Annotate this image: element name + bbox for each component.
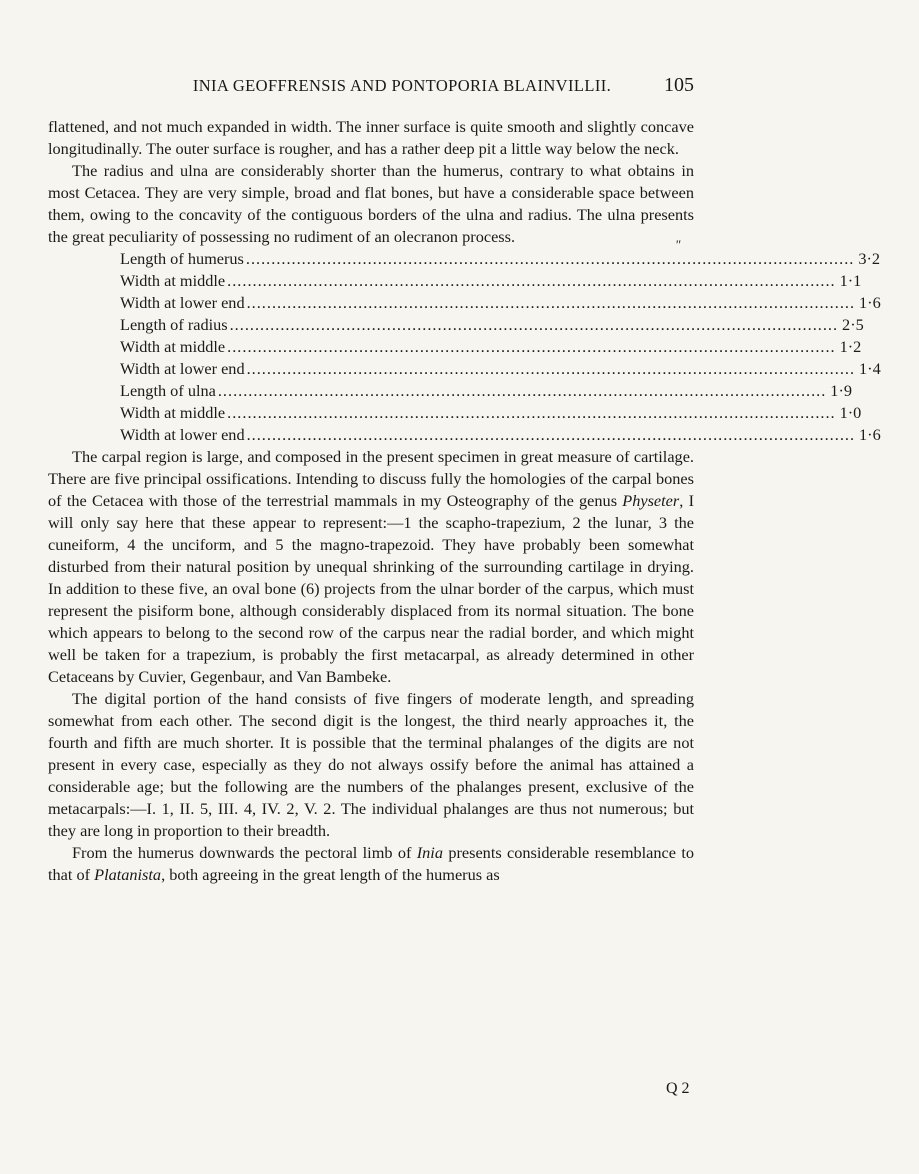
measurement-row [48, 292, 881, 314]
page-number: 105 [664, 74, 694, 96]
measurement-label: Width at middle [120, 271, 226, 290]
measurement-value: 1·6 [859, 293, 881, 312]
measurement-label: Length of ulna [120, 381, 216, 400]
running-title: INIA GEOFFRENSIS AND PONTOPORIA BLAINVILLII. [192, 76, 612, 95]
paragraph: flattened, and not much expanded in width. The inner surface is quite smooth and slightly concave longitudinally. The outer surface is rougher, and has a rather deep pit a little way below the neck. [48, 117, 694, 158]
dot-leader: ........................................................................................................................ [246, 293, 856, 312]
measurement-value: 1·6 [859, 425, 881, 444]
measurement-row [48, 270, 862, 292]
dot-leader: ........................................................................................................................ [245, 249, 855, 268]
measurement-label: Width at middle [120, 337, 226, 356]
measurement-label: Width at middle [120, 403, 226, 422]
dot-leader: ........................................................................................................................ [217, 381, 827, 400]
measurement-row [48, 336, 862, 358]
body-text [48, 116, 881, 886]
dot-leader: ........................................................................................................................ [229, 315, 839, 334]
dot-leader: ........................................................................................................................ [227, 403, 836, 422]
measurement-row [48, 424, 881, 446]
text-run: , I will only say here that these appear to represent:—1 the scapho-trapezium, 2 the lunar, 3 the cuneiform, 4 the unciform, and 5 the magno-trapezoid. They have probably been somewhat disturbed from their natural position by unequal shrinking of the surrounding cartilage in drying. In addition to these five, an oval bone (6) projects from the ulnar border of the carpus, which must represent the pisiform bone, although considerably displaced from its normal situation. The bone which appears to belong to the second row of the carpus near the radial border, and which might well be taken for a trapezium, is probably the first metacarpal, as already determined in other Cetaceans by Cuvier, Gegenbaur, and Van Bambeke. [48, 491, 694, 686]
measurement-label: Length of radius [120, 315, 228, 334]
dot-leader: ........................................................................................................................ [246, 425, 856, 444]
genus-name: Physeter [622, 491, 680, 510]
measurement-value: 1·1 [839, 271, 862, 290]
signature-mark: Q 2 [666, 1080, 690, 1097]
measurement-row [48, 358, 881, 380]
dot-leader: ........................................................................................................................ [227, 337, 836, 356]
dot-leader: ........................................................................................................................ [227, 271, 836, 290]
text-run: The carpal region is large, and composed in the present specimen in great measure of cartilage. There are five principal ossifications. Intending to discuss fully the homologies of the carpal bones of the Cetacea with those of the terrestrial mammals in my Osteography of the genus [48, 447, 694, 510]
measurement-row [48, 402, 862, 424]
text-run: , both agreeing in the great length of the humerus as [161, 865, 500, 884]
text-run: presents considerable resemblance to that of [48, 843, 694, 884]
measurement-label: Width at lower end [120, 293, 245, 312]
measurement-row [48, 380, 852, 402]
measurement-row [48, 248, 881, 270]
text-run: From the humerus downwards the pectoral limb of [72, 843, 417, 862]
dot-leader: ........................................................................................................................ [246, 359, 856, 378]
measurement-value: 1·0 [839, 403, 862, 422]
running-head [0, 76, 800, 98]
genus-name: Platanista [94, 865, 162, 884]
paragraph [48, 446, 694, 688]
measurement-value: 1·9 [830, 381, 852, 400]
measurement-value: 2·5 [842, 315, 864, 334]
measurement-value: 1·4 [859, 359, 881, 378]
genus-name: Inia [416, 843, 443, 862]
inch-unit-mark: " [675, 237, 681, 252]
paragraph: The radius and ulna are considerably shorter than the humerus, contrary to what obtains in most Cetacea. They are very simple, broad and flat bones, but have a considerable space between them, owing to the concavity of the contiguous borders of the ulna and radius. The ulna presents the great peculiarity of possessing no rudiment of an olecranon process. [48, 161, 694, 246]
measurement-label: Width at lower end [120, 359, 245, 378]
measurement-value: 1·2 [839, 337, 862, 356]
measurement-value: 3·2 [858, 249, 881, 268]
paragraph [48, 842, 694, 886]
measurements-table [48, 237, 881, 446]
paragraph: The digital portion of the hand consists of five fingers of moderate length, and spreading somewhat from each other. The second digit is the longest, the third nearly approaches it, the fourth and fifth are much shorter. It is possible that the terminal phalanges of the digits are not present in every case, especially as they do not always ossify before the animal has attained a considerable age; but the following are the numbers of the phalanges present, exclusive of the metacarpals:—I. 1, II. 5, III. 4, IV. 2, V. 2. The individual phalanges are thus not numerous; but they are long in proportion to their breadth. [48, 689, 694, 840]
measurement-label: Length of humerus [120, 249, 244, 268]
measurement-label: Width at lower end [120, 425, 245, 444]
measurement-row [48, 314, 864, 336]
